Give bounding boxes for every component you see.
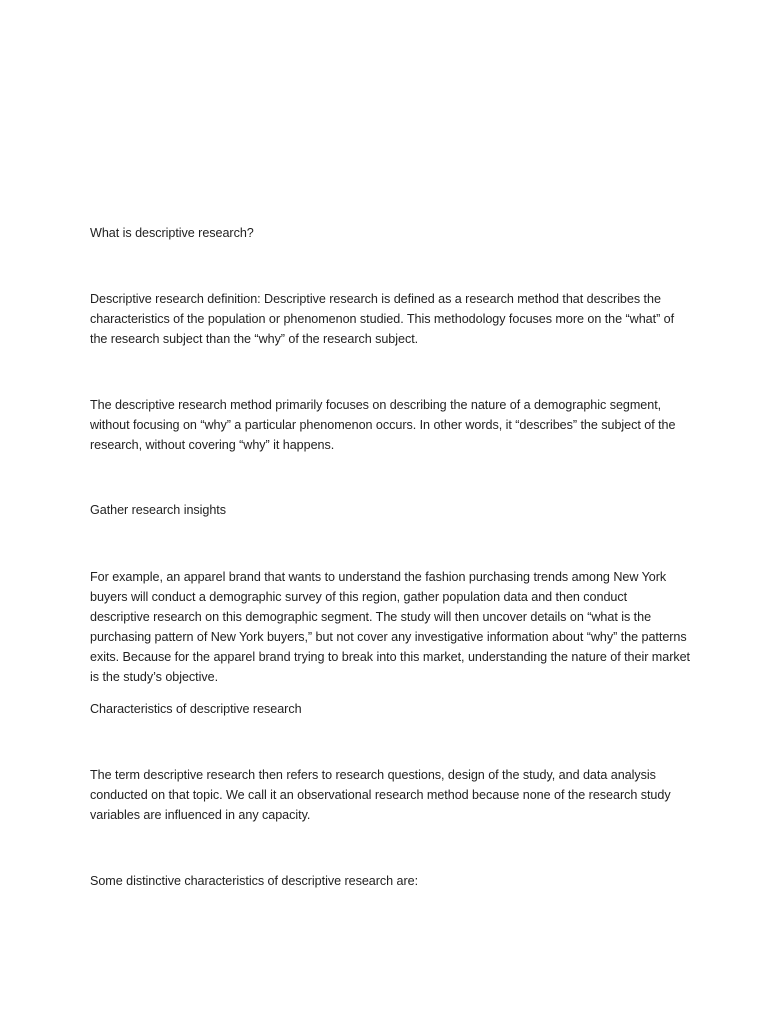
paragraph-method-focus: The descriptive research method primarily focuses on describing the nature of a demographic segment, without focusing on “why” a particular phenomenon occurs. In other words, it “describes” the subject of the research, without covering “why” it happens.: [90, 398, 676, 452]
paragraph-definition: Descriptive research definition: Descriptive research is defined as a research method that describes the characteristics of the population or phenomenon studied. This methodology focuses more on the “what” of the research subject than the “why” of the research subject.: [90, 292, 675, 346]
paragraph-term-definition: The term descriptive research then refers to research questions, design of the study, and data analysis conducted on that topic. We call it an observational research method because none of the research study variables are influenced in any capacity.: [90, 768, 671, 822]
paragraph-distinctive-characteristics: Some distinctive characteristics of descriptive research are:: [90, 874, 419, 888]
heading-characteristics: Characteristics of descriptive research: [90, 702, 302, 716]
heading-what-is-descriptive-research: What is descriptive research?: [90, 226, 254, 240]
paragraph-example: For example, an apparel brand that wants to understand the fashion purchasing trends among New York buyers will conduct a demographic survey of this region, gather population data and then conduct descriptive research on this demographic segment. The study will then uncover details on “what is the purchasing pattern of New York buyers,” but not cover any investigative information about “why” the patterns exits. Because for the apparel brand trying to break into this market, understanding the nature of their market is the study’s objective.: [90, 570, 690, 684]
heading-gather-research-insights: Gather research insights: [90, 503, 226, 517]
